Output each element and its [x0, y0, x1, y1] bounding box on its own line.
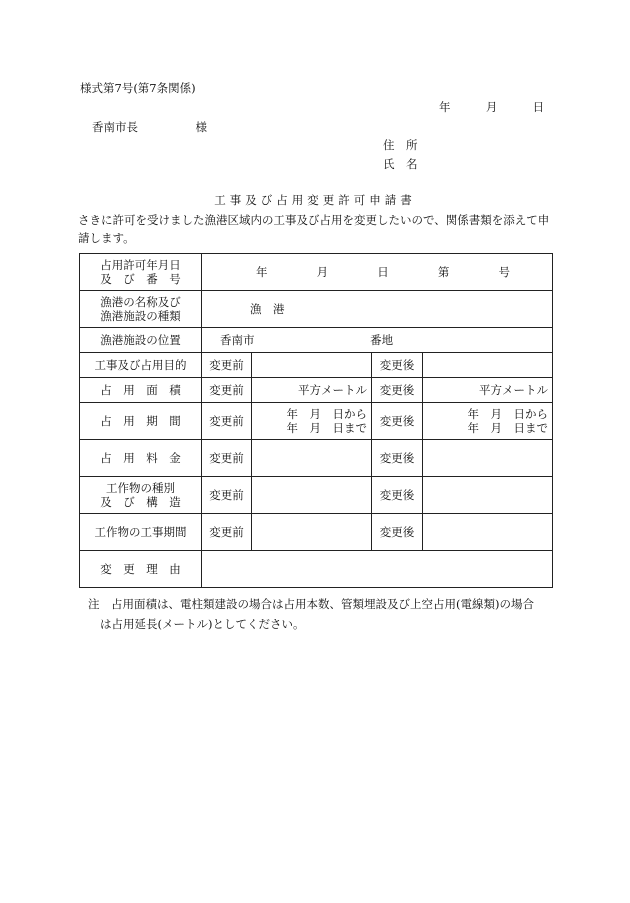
construction-before-label: 変更前 [202, 514, 252, 551]
fee-before-value[interactable] [252, 440, 372, 477]
construction-row [80, 514, 553, 551]
structure-after-label: 変更後 [372, 477, 423, 514]
purpose-after-label: 変更後 [372, 353, 423, 378]
fee-after-label: 変更後 [372, 440, 423, 477]
purpose-label: 工事及び占用目的 [80, 353, 202, 378]
fee-before-label: 変更前 [202, 440, 252, 477]
port-row [80, 291, 553, 328]
construction-after-label: 変更後 [372, 514, 423, 551]
date-year: 年 [439, 100, 451, 114]
area-after-label: 変更後 [372, 378, 423, 403]
date-line [439, 99, 544, 115]
permit-value[interactable]: 年 月 日 第 号 [202, 254, 553, 291]
intro-text: さきに許可を受けました漁港区域内の工事及び占用を変更したいので、関係書類を添えて申請します。 [78, 213, 550, 245]
area-row [80, 378, 553, 403]
location-label: 漁港施設の位置 [80, 328, 202, 353]
form-number: 様式第7号(第7条関係) [80, 81, 196, 95]
fee-after-value[interactable] [423, 440, 553, 477]
area-before-label: 変更前 [202, 378, 252, 403]
period-row [80, 403, 553, 440]
port-value[interactable]: 漁 港 [202, 291, 553, 328]
construction-before-value[interactable] [252, 514, 372, 551]
period-label: 占 用 期 間 [80, 403, 202, 440]
reason-label: 変 更 理 由 [80, 551, 202, 588]
footnote-line-1: 注 占用面積は、電柱類建設の場合は占用本数、管類埋設及び上空占用(電線類)の場合 [88, 597, 534, 611]
location-row [80, 328, 553, 353]
structure-before-label: 変更前 [202, 477, 252, 514]
area-label: 占 用 面 積 [80, 378, 202, 403]
reason-row [80, 551, 553, 588]
structure-label: 工作物の種別 及 び 構 造 [80, 477, 202, 514]
fee-label: 占 用 料 金 [80, 440, 202, 477]
purpose-after-value[interactable] [423, 353, 553, 378]
permit-row [80, 254, 553, 291]
addressee: 香南市長 様 [92, 120, 207, 134]
area-before-value[interactable]: 平方メートル [252, 378, 372, 403]
period-before-value[interactable]: 年 月 日から 年 月 日まで [252, 403, 372, 440]
date-month: 月 [485, 100, 498, 114]
structure-before-value[interactable] [252, 477, 372, 514]
area-after-value[interactable]: 平方メートル [423, 378, 553, 403]
port-label: 漁港の名称及び 漁港施設の種類 [80, 291, 202, 328]
structure-after-value[interactable] [423, 477, 553, 514]
footnote-line-2: は占用延長(メートル)としてください。 [100, 617, 305, 631]
address-label: 住 所 [383, 138, 418, 152]
application-form-table [79, 253, 553, 588]
construction-after-value[interactable] [423, 514, 553, 551]
location-value[interactable]: 香南市 番地 [202, 328, 553, 353]
purpose-before-label: 変更前 [202, 353, 252, 378]
purpose-row [80, 353, 553, 378]
name-label: 氏 名 [383, 157, 418, 171]
reason-value[interactable] [202, 551, 553, 588]
permit-label: 占用許可年月日 及 び 番 号 [80, 254, 202, 291]
period-before-label: 変更前 [202, 403, 252, 440]
construction-label: 工作物の工事期間 [80, 514, 202, 551]
purpose-before-value[interactable] [252, 353, 372, 378]
date-day: 日 [532, 100, 545, 114]
structure-row [80, 477, 553, 514]
period-after-label: 変更後 [372, 403, 423, 440]
fee-row [80, 440, 553, 477]
document-title: 工事及び占用変更許可申請書 [214, 193, 416, 207]
period-after-value[interactable]: 年 月 日から 年 月 日まで [423, 403, 553, 440]
